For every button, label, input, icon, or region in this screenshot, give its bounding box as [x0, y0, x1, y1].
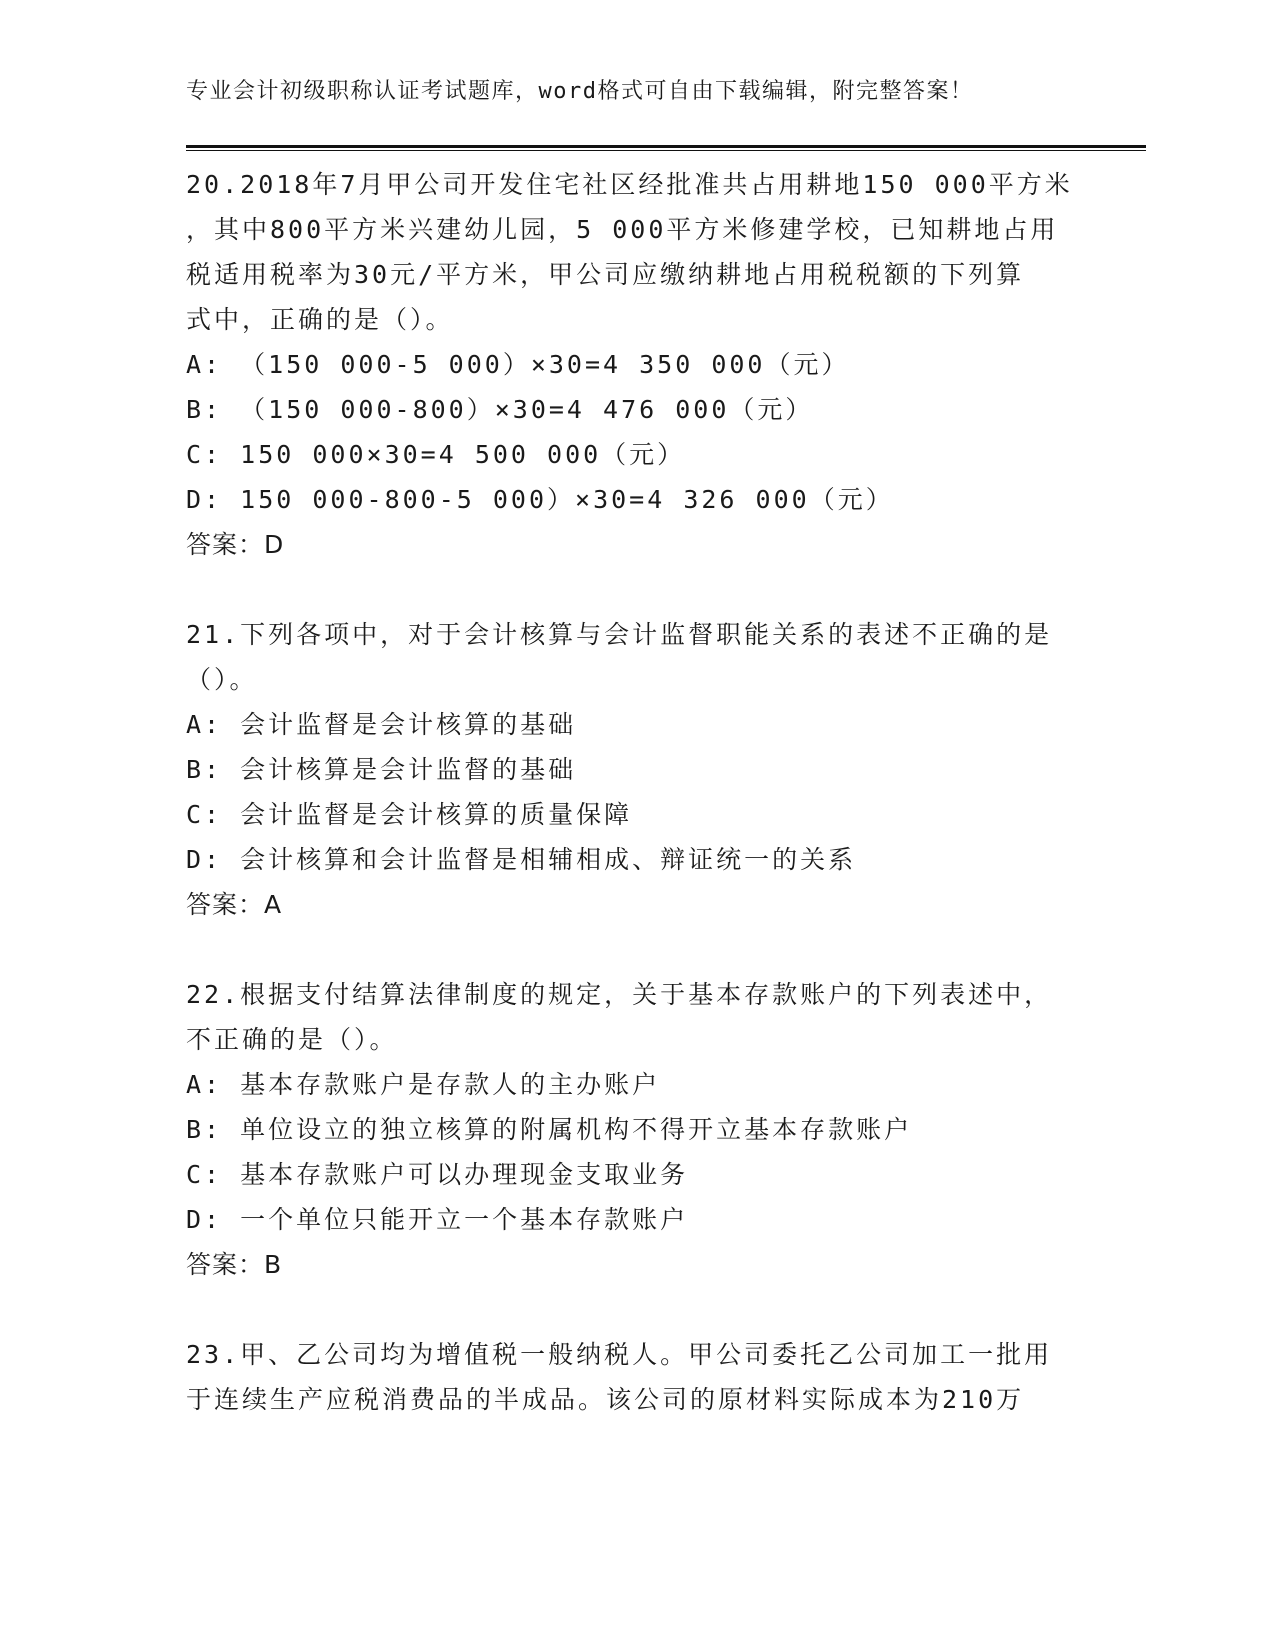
question-text-line: 20.2018年7月甲公司开发住宅社区经批准共占用耕地150 000平方米: [186, 170, 1073, 199]
question-text-line: 式中，正确的是（）。: [186, 305, 454, 334]
question-text-line: 21.下列各项中，对于会计核算与会计监督职能关系的表述不正确的是: [186, 620, 1053, 649]
question-23: [186, 1332, 1086, 1422]
option-b: B: （150 000-800）×30=4 476 000（元）: [186, 395, 814, 424]
option-b: B: 会计核算是会计监督的基础: [186, 755, 577, 784]
option-a: A: 基本存款账户是存款人的主办账户: [186, 1070, 661, 1099]
header-divider: [186, 145, 1146, 151]
question-text-line: （）。: [186, 665, 258, 694]
option-a: A: （150 000-5 000）×30=4 350 000（元）: [186, 350, 850, 379]
question-list: [186, 162, 1086, 1422]
answer: 答案：D: [186, 530, 285, 559]
question-text-line: ，其中800平方米兴建幼儿园，5 000平方米修建学校，已知耕地占用: [186, 215, 1059, 244]
page-header: 专业会计初级职称认证考试题库，word格式可自由下载编辑，附完整答案！: [186, 79, 974, 104]
answer: 答案：B: [186, 1250, 283, 1279]
answer: 答案：A: [186, 890, 283, 919]
question-text-line: 税适用税率为30元/平方米，甲公司应缴纳耕地占用税税额的下列算: [186, 260, 1025, 289]
question-text-line: 不正确的是（）。: [186, 1025, 398, 1054]
option-a: A: 会计监督是会计核算的基础: [186, 710, 577, 739]
option-d: D: 会计核算和会计监督是相辅相成、辩证统一的关系: [186, 845, 857, 874]
option-d: D: 150 000-800-5 000）×30=4 326 000（元）: [186, 485, 894, 514]
option-d: D: 一个单位只能开立一个基本存款账户: [186, 1205, 689, 1234]
question-text-line: 22.根据支付结算法律制度的规定，关于基本存款账户的下列表述中，: [186, 980, 1053, 1009]
question-20: [186, 162, 1086, 567]
question-text-line: 23.甲、乙公司均为增值税一般纳税人。甲公司委托乙公司加工一批用: [186, 1340, 1053, 1369]
question-21: [186, 612, 1086, 927]
option-b: B: 单位设立的独立核算的附属机构不得开立基本存款账户: [186, 1115, 913, 1144]
question-22: [186, 972, 1086, 1287]
option-c: C: 150 000×30=4 500 000（元）: [186, 440, 686, 469]
option-c: C: 会计监督是会计核算的质量保障: [186, 800, 633, 829]
option-c: C: 基本存款账户可以办理现金支取业务: [186, 1160, 689, 1189]
question-text-line: 于连续生产应税消费品的半成品。该公司的原材料实际成本为210万: [186, 1385, 1025, 1414]
